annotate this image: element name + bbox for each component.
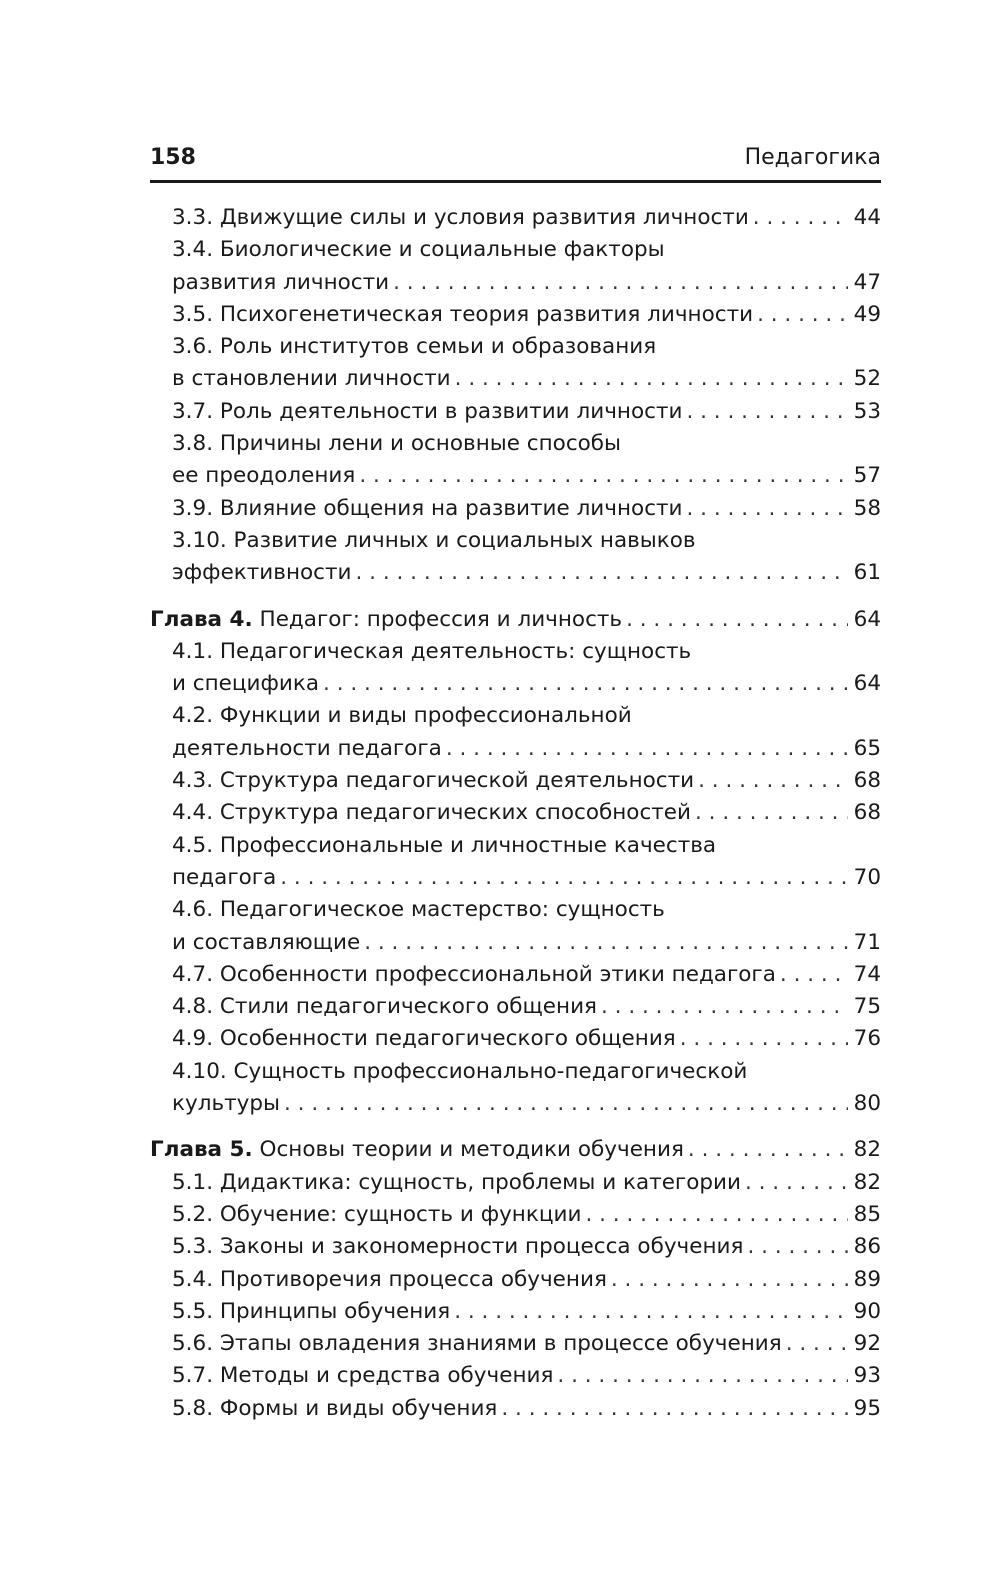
toc-section-entry: [150, 700, 881, 765]
toc-entry-title: и составляющие: [172, 929, 361, 955]
dot-leader: [454, 1296, 847, 1328]
toc-section-entry: [150, 1023, 881, 1055]
toc-line: [150, 1134, 881, 1166]
toc-page-number: 64: [853, 671, 881, 697]
toc-line: [150, 765, 881, 797]
dot-leader: [698, 765, 848, 797]
toc-line: [150, 991, 881, 1023]
toc-entry-title: 3.9. Влияние общения на развитие личности: [172, 495, 683, 521]
toc-entry-title: 5.4. Противоречия процесса обучения: [172, 1266, 607, 1292]
header-rule: [150, 180, 881, 183]
chapter-label: Глава 4.: [150, 606, 253, 632]
toc-entry-title: Педагог: профессия и личность: [259, 606, 623, 632]
toc-entry-title: 3.3. Движущие силы и условия развития личности: [172, 205, 749, 230]
dot-leader: [355, 557, 847, 589]
toc-section-entry: [150, 493, 881, 525]
dot-leader: [359, 460, 847, 492]
toc-entry-title: 3.6. Роль институтов семьи и образования: [172, 334, 657, 360]
toc-page-number: 61: [853, 560, 881, 586]
toc-line: [150, 604, 881, 636]
toc-line: [150, 927, 881, 959]
toc-section-entry: [150, 234, 881, 299]
dot-leader: [601, 991, 848, 1023]
toc-section-entry: [150, 299, 881, 331]
toc-entry-title: ее преодоления: [172, 463, 356, 489]
toc-section-entry: [150, 765, 881, 797]
toc-line: [150, 1393, 881, 1425]
toc-entry-title: 5.7. Методы и средства обучения: [172, 1363, 554, 1389]
dot-leader: [364, 927, 847, 959]
dot-leader: [687, 493, 848, 525]
toc-line: [150, 830, 881, 862]
toc-entry-title: 4.3. Структура педагогической деятельности: [172, 768, 695, 794]
dot-leader: [501, 1393, 847, 1425]
toc-section-entry: [150, 525, 881, 590]
toc-line: [150, 894, 881, 926]
toc-section-entry: [150, 894, 881, 959]
toc-page-number: 65: [853, 735, 881, 761]
dot-leader: [745, 1167, 848, 1199]
toc-line: [150, 363, 881, 395]
toc-line: [150, 668, 881, 700]
toc-section-entry: [150, 202, 881, 234]
toc-section-entry: [150, 1056, 881, 1121]
toc-entry-title: Основы теории и методики обучения: [259, 1137, 684, 1163]
toc-line: [150, 557, 881, 589]
toc-page-number: 68: [853, 800, 881, 826]
toc-entry-title: развития личности: [172, 269, 390, 295]
dot-leader: [455, 363, 848, 395]
toc-entry-title: 5.3. Законы и закономерности процесса обучения: [172, 1234, 744, 1260]
toc-line: [150, 202, 881, 234]
toc-line: [150, 1167, 881, 1199]
toc-line: [150, 1360, 881, 1392]
toc-entry-title: 3.10. Развитие личных и социальных навыков: [172, 527, 696, 553]
toc-section-entry: [150, 797, 881, 829]
toc-entry-title: 4.7. Особенности профессиональной этики педагога: [172, 961, 776, 987]
toc-entry-title: 4.9. Особенности педагогического общения: [172, 1026, 676, 1052]
toc-page-number: 82: [853, 1137, 881, 1163]
dot-leader: [446, 733, 848, 765]
toc-line: [150, 1264, 881, 1296]
toc-chapter-entry: [150, 604, 881, 636]
toc-page-number: 80: [853, 1091, 881, 1117]
toc-entry-title: 3.7. Роль деятельности в развитии личности: [172, 398, 683, 424]
toc-section-entry: [150, 428, 881, 493]
dot-leader: [680, 1023, 848, 1055]
toc-entry-title: педагога: [172, 864, 277, 890]
toc-section-entry: [150, 1231, 881, 1263]
toc-line: [150, 1088, 881, 1120]
toc-line: [150, 733, 881, 765]
dot-leader: [557, 1360, 847, 1392]
toc-entry-title: 3.4. Биологические и социальные факторы: [172, 237, 665, 263]
toc-chapter-entry: [150, 1134, 881, 1166]
toc-page-number: 74: [853, 961, 881, 987]
dot-leader: [688, 1134, 848, 1166]
toc-page-number: 71: [853, 929, 881, 955]
toc-page-number: 75: [853, 994, 881, 1020]
toc-page-number: 58: [853, 495, 881, 521]
dot-leader: [786, 1328, 848, 1360]
toc-page-number: 92: [853, 1331, 881, 1357]
toc-line: [150, 493, 881, 525]
toc-line: [150, 525, 881, 557]
toc-line: [150, 1328, 881, 1360]
dot-leader: [393, 267, 848, 299]
toc-line: [150, 1296, 881, 1328]
dot-leader: [686, 396, 847, 428]
toc-line: [150, 862, 881, 894]
toc-line: [150, 460, 881, 492]
dot-leader: [284, 1088, 848, 1120]
toc-entry-title: 5.5. Принципы обучения: [172, 1298, 451, 1324]
toc-entry-title: 5.1. Дидактика: сущность, проблемы и категории: [172, 1169, 741, 1195]
dot-leader: [611, 1264, 848, 1296]
toc-page-number: 86: [853, 1234, 881, 1260]
toc-entry-title: 4.5. Профессиональные и личностные качества: [172, 832, 717, 858]
toc-page-number: 85: [853, 1201, 881, 1227]
toc-page-number: 82: [853, 1169, 881, 1195]
toc-page-number: 90: [853, 1298, 881, 1324]
dot-leader: [280, 862, 847, 894]
page-header: [150, 140, 881, 176]
toc-page-number: 49: [853, 301, 881, 327]
toc-entry-title: 5.6. Этапы овладения знаниями в процессе обучения: [172, 1331, 782, 1357]
toc-entry-title: 3.5. Психогенетическая теория развития личности: [172, 301, 754, 327]
toc-entry-title: 4.8. Стили педагогического общения: [172, 994, 597, 1020]
toc-page-number: 93: [853, 1363, 881, 1389]
toc-entry-title: 3.8. Причины лени и основные способы: [172, 431, 622, 457]
toc-page-number: 64: [853, 606, 881, 632]
toc-section-entry: [150, 830, 881, 895]
toc-section-entry: [150, 1393, 881, 1425]
toc-line: [150, 1199, 881, 1231]
toc-entry-title: и специфика: [172, 671, 320, 697]
toc-entry-title: деятельности педагога: [172, 735, 442, 761]
toc-page-number: 57: [853, 463, 881, 489]
toc-entry-title: 4.4. Структура педагогических способностей: [172, 800, 691, 826]
dot-leader: [753, 202, 848, 234]
toc-entry-title: 5.2. Обучение: сущность и функции: [172, 1201, 582, 1227]
toc-line: [150, 1231, 881, 1263]
toc-section-entry: [150, 1360, 881, 1392]
toc-line: [150, 396, 881, 428]
dot-leader: [585, 1199, 847, 1231]
chapter-label: Глава 5.: [150, 1137, 253, 1163]
toc-entry-title: культуры: [172, 1091, 280, 1117]
toc-line: [150, 428, 881, 460]
toc-page-number: 47: [853, 269, 881, 295]
toc-entry-title: 4.10. Сущность профессионально-педагогической: [172, 1058, 748, 1084]
toc-page-number: 95: [853, 1395, 881, 1421]
toc-line: [150, 700, 881, 732]
toc-section-entry: [150, 1199, 881, 1231]
toc-line: [150, 331, 881, 363]
toc-section-entry: [150, 991, 881, 1023]
toc-entry-title: 4.1. Педагогическая деятельность: сущность: [172, 638, 692, 664]
toc-line: [150, 299, 881, 331]
dot-leader: [626, 604, 848, 636]
toc-line: [150, 959, 881, 991]
toc-section-entry: [150, 1264, 881, 1296]
toc-section-entry: [150, 396, 881, 428]
toc-page-number: 76: [853, 1026, 881, 1052]
toc-line: [150, 1023, 881, 1055]
toc-page-number: 68: [853, 768, 881, 794]
toc-entry-title: эффективности: [172, 560, 352, 586]
dot-leader: [695, 797, 848, 829]
toc-page-number: 89: [853, 1266, 881, 1292]
toc-entry-title: 4.2. Функции и виды профессиональной: [172, 703, 632, 729]
dot-leader: [757, 299, 848, 331]
toc-section-entry: [150, 636, 881, 701]
toc-line: [150, 636, 881, 668]
toc-section-entry: [150, 1296, 881, 1328]
toc-section-entry: [150, 1328, 881, 1360]
toc-section-entry: [150, 331, 881, 396]
dot-leader: [323, 668, 848, 700]
dot-leader: [780, 959, 848, 991]
toc-page-number: 70: [853, 864, 881, 890]
toc-line: [150, 267, 881, 299]
toc-line: [150, 1056, 881, 1088]
toc-section-entry: [150, 1167, 881, 1199]
toc-page-number: 44: [853, 205, 881, 230]
toc-line: [150, 234, 881, 266]
running-title: Педагогика: [744, 145, 881, 170]
toc-page-number: 52: [853, 366, 881, 392]
table-of-contents: [150, 202, 881, 1425]
toc-section-entry: [150, 959, 881, 991]
dot-leader: [747, 1231, 847, 1263]
toc-page-number: 53: [853, 398, 881, 424]
toc-entry-title: в становлении личности: [172, 366, 451, 392]
toc-entry-title: 4.6. Педагогическое мастерство: сущность: [172, 897, 665, 923]
toc-entry-title: 5.8. Формы и виды обучения: [172, 1395, 498, 1421]
toc-line: [150, 797, 881, 829]
page-number: 158: [150, 145, 196, 170]
